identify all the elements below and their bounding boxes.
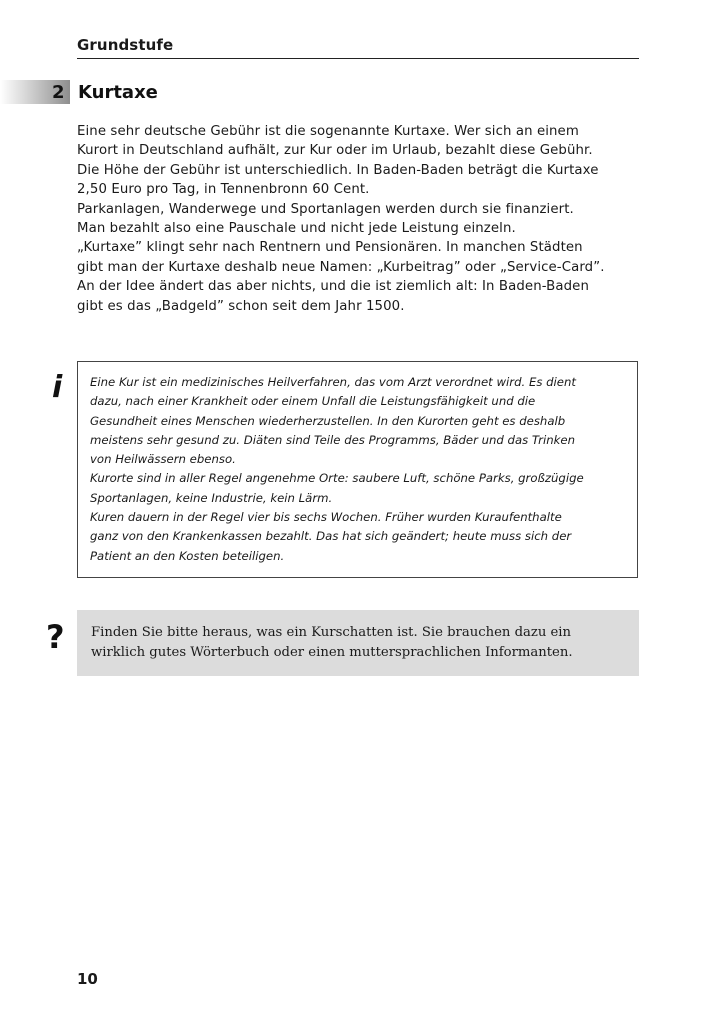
- info-line: von Heilwässern ebenso.: [90, 452, 236, 467]
- body-line: Parkanlagen, Wanderwege und Sportanlagen werden durch sie finanziert.: [77, 201, 574, 217]
- page-number: 10: [77, 970, 98, 988]
- chapter-title: Kurtaxe: [78, 82, 158, 103]
- body-line: An der Idee ändert das aber nichts, und die ist ziemlich alt: In Baden-Baden: [77, 279, 589, 295]
- info-line: Eine Kur ist ein medizinisches Heilverfahren, das vom Arzt verordnet wird. Es dient: [90, 375, 576, 389]
- body-line: Die Höhe der Gebühr ist unterschiedlich. In Baden-Baden beträgt die Kurtaxe: [77, 162, 599, 178]
- info-line: Gesundheit eines Menschen wiederherzustellen. In den Kurorten geht es deshalb: [90, 413, 566, 428]
- body-line: gibt es das „Badgeld” schon seit dem Jahr 1500.: [77, 298, 405, 314]
- info-line: Kurorte sind in aller Regel angenehme Orte: saubere Luft, schöne Parks, großzügige: [90, 471, 584, 486]
- question-box: [77, 610, 639, 676]
- question-line: Finden Sie bitte heraus, was ein Kurschatten ist. Sie brauchen dazu ein: [91, 625, 572, 640]
- body-line: 2,50 Euro pro Tag, in Tennenbronn 60 Cent.: [77, 182, 370, 198]
- info-box: [77, 361, 638, 578]
- info-line: Sportanlagen, keine Industrie, kein Lärm.: [90, 490, 333, 505]
- body-line: gibt man der Kurtaxe deshalb neue Namen: „Kurbeitrag” oder „Service-Card”.: [77, 259, 605, 275]
- info-line: meistens sehr gesund zu. Diäten sind Teile des Programms, Bäder und das Trinken: [90, 432, 575, 447]
- header-rule: [77, 58, 639, 59]
- chapter-number: 2: [52, 82, 65, 103]
- info-line: Patient an den Kosten beteiligen.: [90, 548, 285, 563]
- info-line: ganz von den Krankenkassen bezahlt. Das hat sich geändert; heute muss sich der: [90, 529, 572, 544]
- running-head: Grundstufe: [77, 36, 174, 54]
- body-line: Kurort in Deutschland aufhält, zur Kur oder im Urlaub, bezahlt diese Gebühr.: [77, 143, 593, 159]
- question-mark-icon: ?: [46, 618, 65, 656]
- info-line: Kuren dauern in der Regel vier bis sechs Wochen. Früher wurden Kuraufenthalte: [90, 510, 562, 525]
- info-line: dazu, nach einer Krankheit oder einem Unfall die Leistungsfähigkeit und die: [90, 394, 536, 409]
- body-line: Eine sehr deutsche Gebühr ist die sogenannte Kurtaxe. Wer sich an einem: [77, 124, 579, 139]
- body-line: „Kurtaxe” klingt sehr nach Rentnern und Pensionären. In manchen Städten: [77, 240, 583, 256]
- body-line: Man bezahlt also eine Pauschale und nicht jede Leistung einzeln.: [77, 221, 516, 237]
- body-text: [77, 122, 642, 316]
- info-icon: i: [52, 370, 63, 405]
- question-line: wirklich gutes Wörterbuch oder einen muttersprachlichen Informanten.: [91, 645, 573, 660]
